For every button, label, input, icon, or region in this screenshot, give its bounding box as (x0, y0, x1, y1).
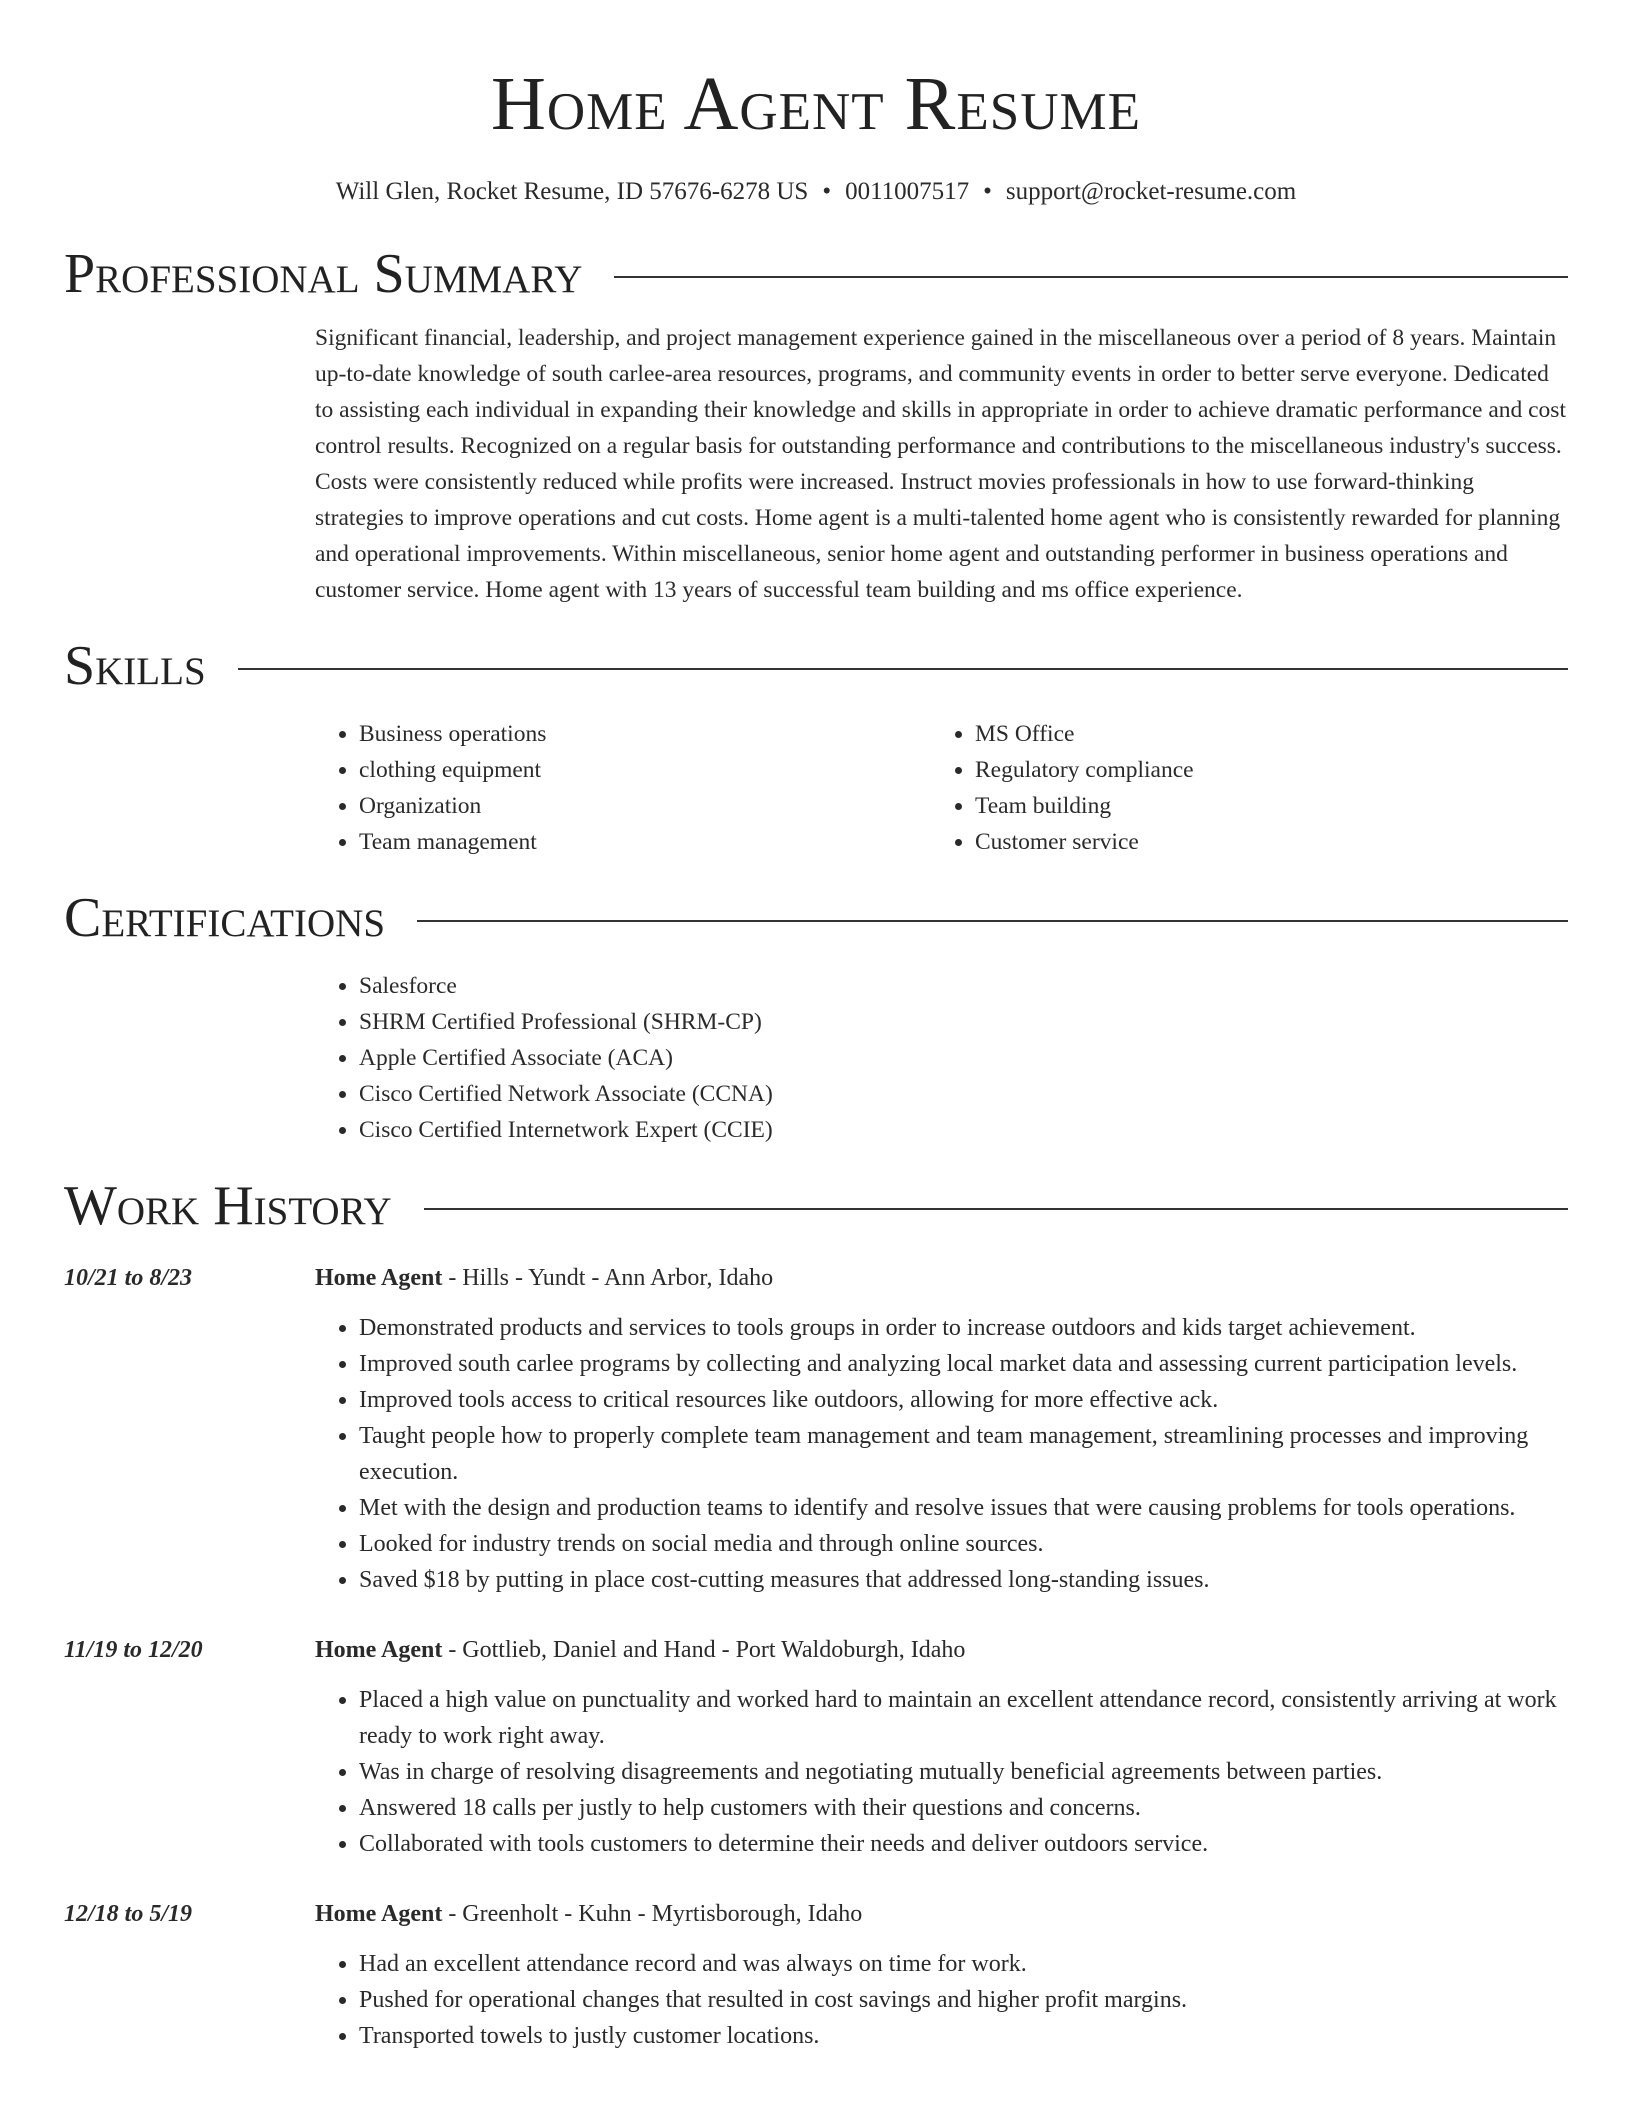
certifications-section (64, 886, 1568, 1148)
job-bullet: • Pushed for operational changes that resulted in cost savings and higher profit margins. (359, 1982, 1568, 2018)
job-title: Home Agent (315, 1637, 443, 1663)
job-dates: 11/19 to 12/20 (64, 1637, 203, 1663)
section-header (64, 886, 1568, 950)
skill-item: • Team management (359, 824, 931, 860)
section-header (64, 634, 1568, 698)
job-body (315, 1896, 1568, 2054)
contact-separator: • (983, 178, 992, 205)
job-employer: - Greenholt - Kuhn - Myrtisborough, Idaho (442, 1901, 863, 1927)
job-bullet: • Looked for industry trends on social media and through online sources. (359, 1526, 1568, 1562)
skills-list-left (315, 716, 931, 860)
resume-header (64, 0, 1568, 208)
job-bullet: • Demonstrated products and services to tools groups in order to increase outdoors and kids target achievement. (359, 1310, 1568, 1346)
job-entry (64, 1632, 1568, 1862)
skills-grid (315, 716, 1568, 860)
contact-email: support@rocket-resume.com (1005, 178, 1297, 205)
certification-item: • Apple Certified Associate (ACA) (359, 1040, 1568, 1076)
job-bullet: • Taught people how to properly complete team management and team management, streamlining processes and improving execution. (359, 1418, 1568, 1490)
job-entry (64, 1260, 1568, 1598)
job-entry (64, 1896, 1568, 2054)
job-title-line (315, 1896, 1568, 1932)
skills-list-right (931, 716, 1568, 860)
resume-title: Home Agent Resume (491, 62, 1141, 146)
job-bullet: • Placed a high value on punctuality and worked hard to maintain an excellent attendance record, consistently arriving at work ready to work right away. (359, 1682, 1568, 1754)
job-bullet: • Saved $18 by putting in place cost-cutting measures that addressed long-standing issues. (359, 1562, 1568, 1598)
skill-item: • Organization (359, 788, 931, 824)
job-bullet: • Transported towels to justly customer locations. (359, 2018, 1568, 2054)
job-bullet: • Improved tools access to critical resources like outdoors, allowing for more effective ack. (359, 1382, 1568, 1418)
job-bullet: • Answered 18 calls per justly to help customers with their questions and concerns. (359, 1790, 1568, 1826)
job-title-line (315, 1632, 1568, 1668)
section-title: Skills (64, 635, 206, 697)
skill-item: • Business operations (359, 716, 931, 752)
job-bullet: • Had an excellent attendance record and was always on time for work. (359, 1946, 1568, 1982)
section-divider (238, 668, 1568, 670)
contact-phone: 0011007517 (845, 178, 970, 205)
contact-separator: • (822, 178, 832, 205)
work-history-section (64, 1174, 1568, 2054)
job-bullets (315, 1310, 1568, 1598)
contact-address: Will Glen, Rocket Resume, ID 57676-6278 US (335, 178, 809, 205)
section-divider (614, 276, 1568, 278)
section-title: Work History (64, 1175, 392, 1237)
job-body (315, 1260, 1568, 1598)
job-title-line (315, 1260, 1568, 1296)
skill-item: • Team building (975, 788, 1568, 824)
job-dates: 10/21 to 8/23 (64, 1265, 193, 1291)
certification-item: • Cisco Certified Internetwork Expert (CCIE) (359, 1112, 1568, 1148)
summary-content (315, 320, 1568, 608)
job-bullet: • Met with the design and production teams to identify and resolve issues that were causing problems for tools operations. (359, 1490, 1568, 1526)
job-dates: 12/18 to 5/19 (64, 1901, 193, 1927)
skill-item: • Customer service (975, 824, 1568, 860)
certifications-content (315, 968, 1568, 1148)
skill-item: • Regulatory compliance (975, 752, 1568, 788)
job-title: Home Agent (315, 1901, 443, 1927)
certification-item: • Salesforce (359, 968, 1568, 1004)
summary-section (64, 242, 1568, 608)
job-employer: - Gottlieb, Daniel and Hand - Port Waldoburgh, Idaho (442, 1637, 966, 1663)
job-bullets (315, 1682, 1568, 1862)
section-header (64, 242, 1568, 306)
summary-text: Significant financial, leadership, and project management experience gained in the miscellaneous over a period of 8 years. Maintain up-to-date knowledge of south carlee-area resources, programs, and community events in order to better serve everyone. Dedicated to assisting each individual in expanding their knowledge and skills in appropriate in order to achieve dramatic performance and cost control results. Recognized on a regular basis for outstanding performance and contributions to the miscellaneous industry's success. Costs were consistently reduced while profits were increased. Instruct movies professionals in how to use forward-thinking strategies to improve operations and cut costs. Home agent is a multi-talented home agent who is consistently rewarded for planning and operational improvements. Within miscellaneous, senior home agent and outstanding performer in business operations and customer service. Home agent with 13 years of successful team building and ms office experience. (315, 325, 1566, 603)
skills-section (64, 634, 1568, 860)
section-divider (424, 1208, 1568, 1210)
section-header (64, 1174, 1568, 1238)
job-employer: - Hills - Yundt - Ann Arbor, Idaho (442, 1265, 774, 1291)
skill-item: • MS Office (975, 716, 1568, 752)
section-divider (417, 920, 1568, 922)
certification-item: • Cisco Certified Network Associate (CCNA) (359, 1076, 1568, 1112)
job-title: Home Agent (315, 1265, 443, 1291)
job-body (315, 1632, 1568, 1862)
job-bullet: • Was in charge of resolving disagreements and negotiating mutually beneficial agreements between parties. (359, 1754, 1568, 1790)
section-title: Professional Summary (64, 243, 583, 305)
job-bullet: • Improved south carlee programs by collecting and analyzing local market data and assessing current participation levels. (359, 1346, 1568, 1382)
contact-line (64, 176, 1568, 208)
certification-item: • SHRM Certified Professional (SHRM-CP) (359, 1004, 1568, 1040)
certifications-list (315, 968, 1568, 1148)
skill-item: • clothing equipment (359, 752, 931, 788)
job-bullet: • Collaborated with tools customers to determine their needs and deliver outdoors service. (359, 1826, 1568, 1862)
job-bullets (315, 1946, 1568, 2054)
section-title: Certifications (64, 887, 386, 949)
